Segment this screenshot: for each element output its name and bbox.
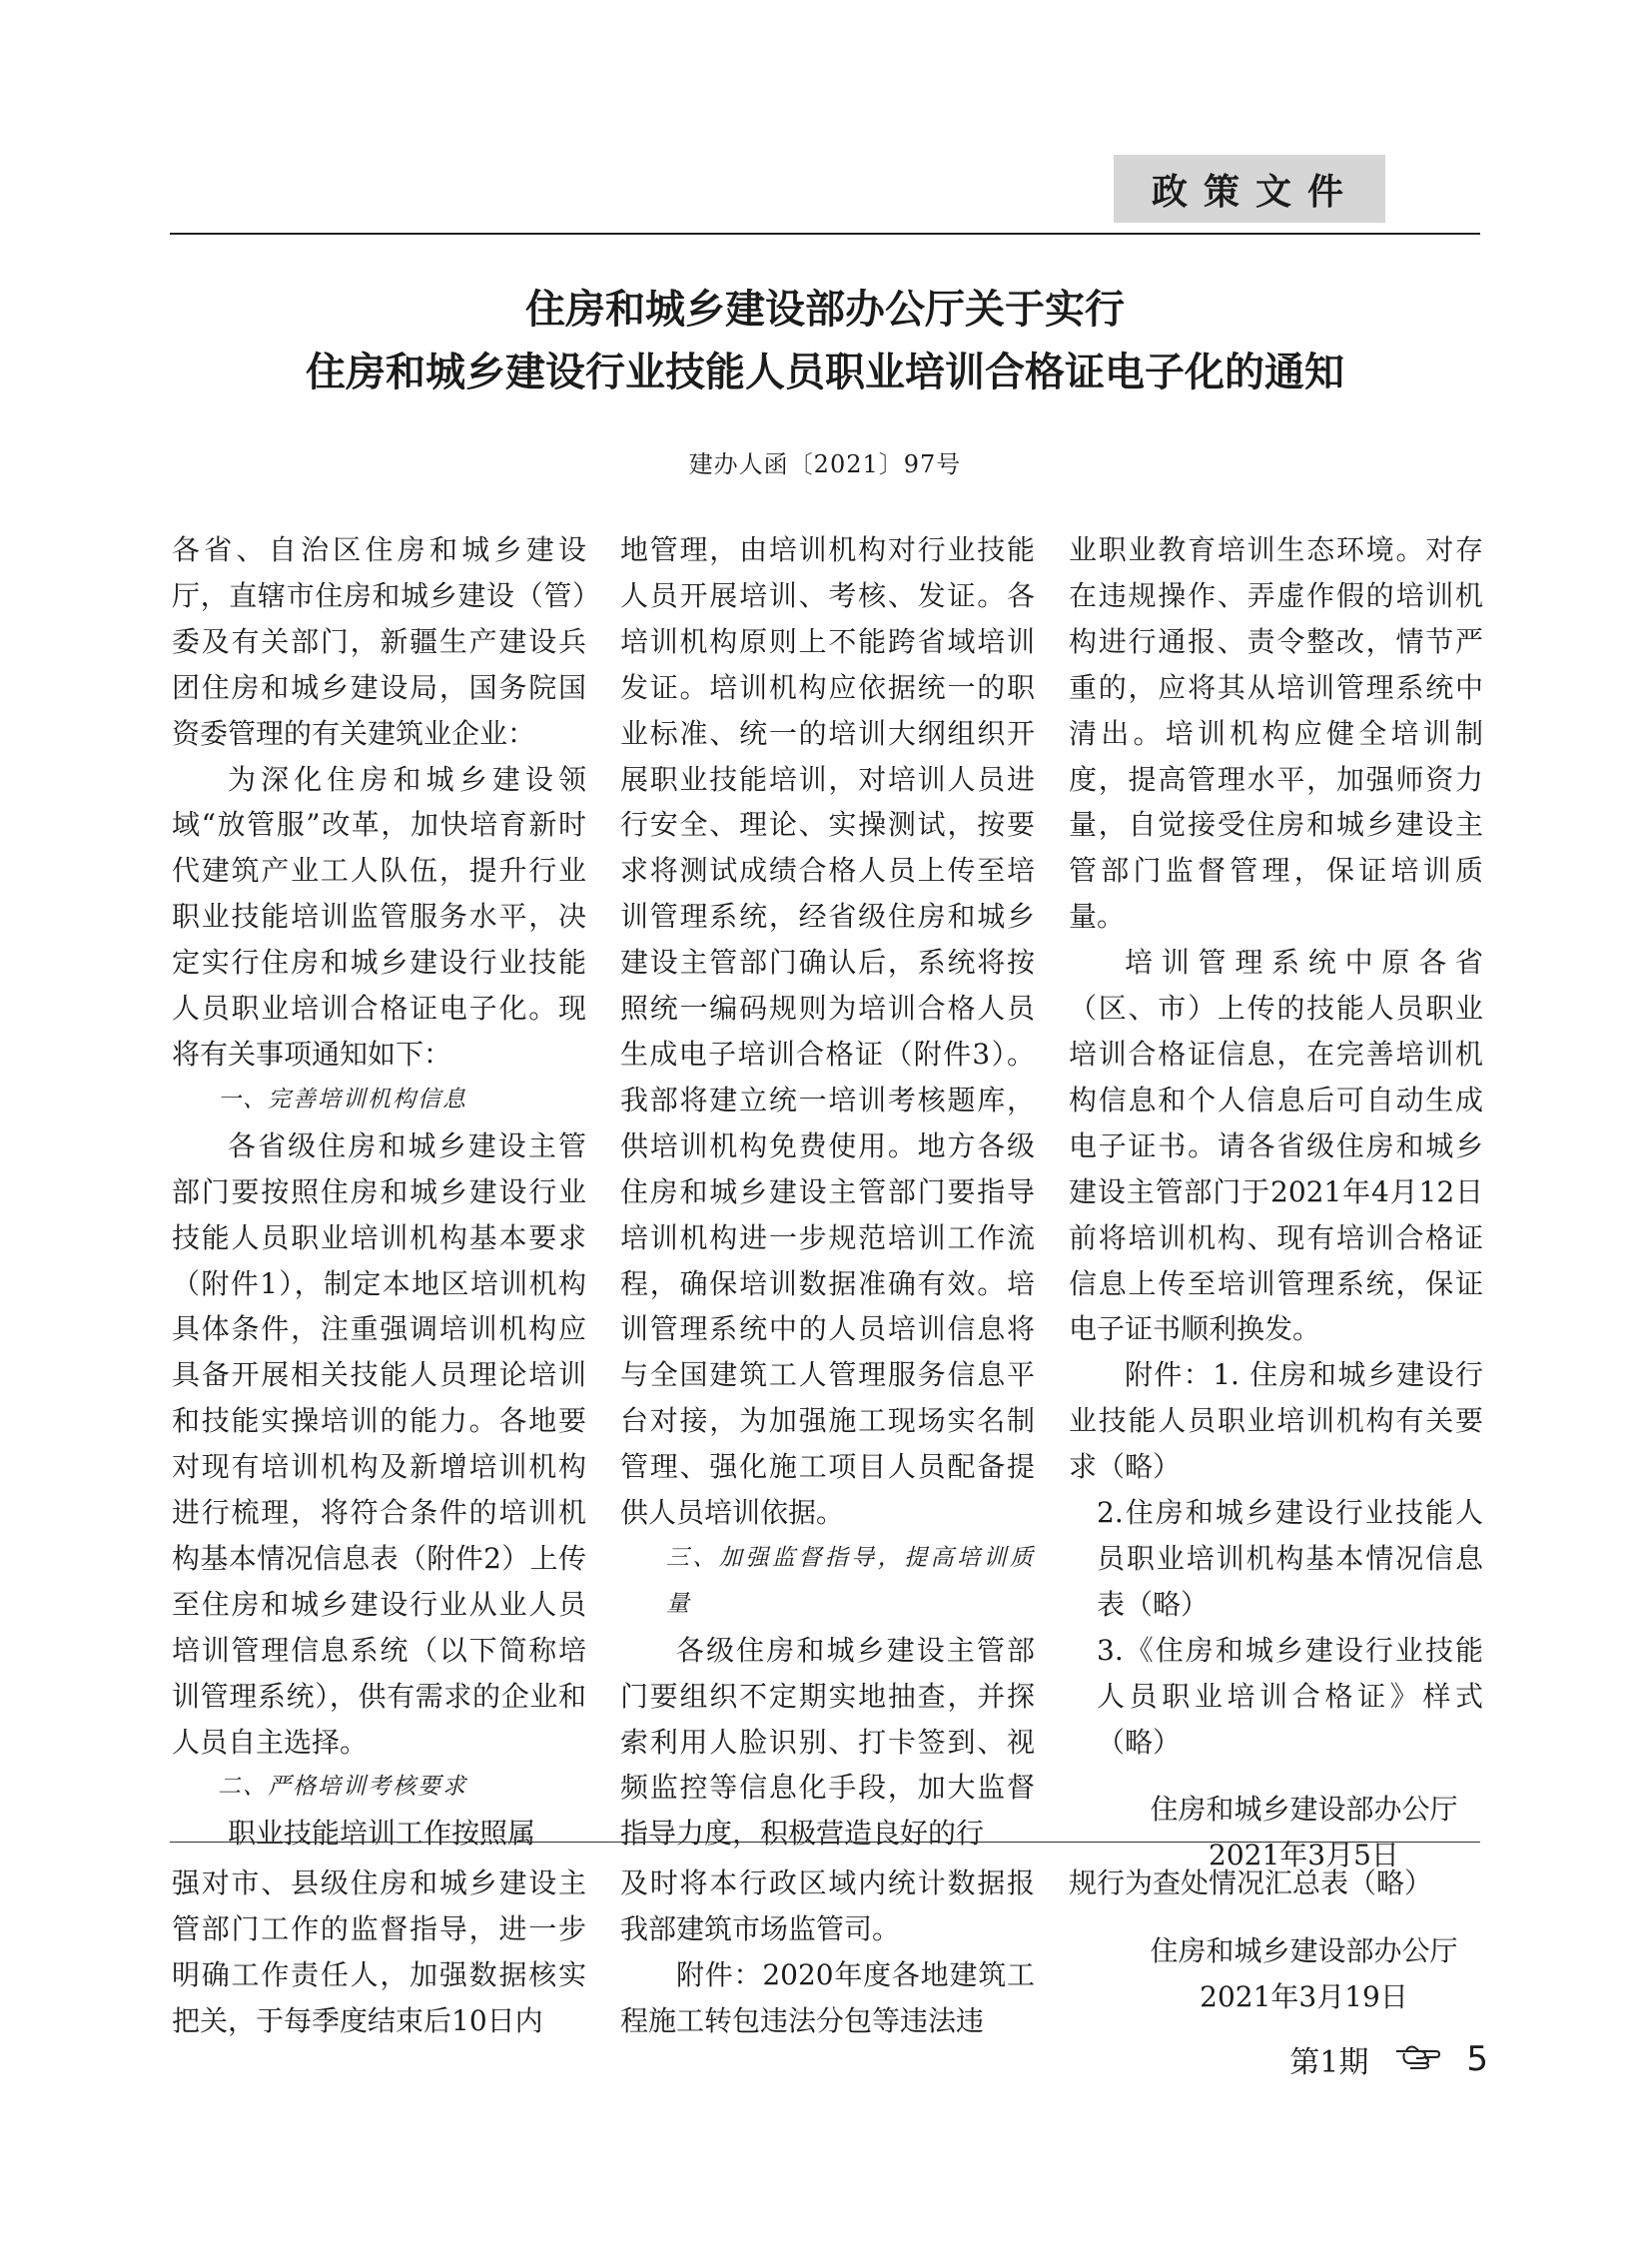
attachment-2: 2.住房和城乡建设行业技能人员职业培训机构基本情况信息表（略） — [1097, 1496, 1483, 1621]
intro-paragraph: 为深化住房和城乡建设领域“放管服”改革，加快培育新时代建筑产业工人队伍，提升行业职业技能培训监管服务水平，决定实行住房和城乡建设行业技能人员职业培训合格证电子化。现将有关事项通知如下： — [172, 762, 586, 1071]
column-3 — [1069, 527, 1483, 1878]
prev-attachment: 附件：2020年度各地建筑工程施工转包违法分包等违法违 — [620, 1957, 1035, 2037]
paragraph-3-start: 各级住房和城乡建设主管部门要组织不定期实地抽查，并探索利用人脸识别、打卡签到、视频监控等信息化手段，加大监督指导力度，积极营造良好的行 — [620, 1633, 1035, 1851]
prev-paragraph: 强对市、县级住房和城乡建设主管部门工作的监督指导，进一步明确工作责任人，加强数据核实把关，于每季度结束后10日内 — [172, 1867, 586, 2037]
prev-column-3 — [1069, 1861, 1483, 2020]
column-1 — [172, 527, 586, 1857]
attachment-1: 附件：1. 住房和城乡建设行业技能人员职业培训机构有关要求（略） — [1069, 1358, 1483, 1484]
section-heading-2: 二、严格培训考核要求 — [218, 1774, 467, 1801]
prev-paragraph-cont: 及时将本行政区域内统计数据报我部建筑市场监管司。 — [620, 1867, 1035, 1945]
hand-pointer-icon — [1394, 2041, 1440, 2077]
title-line-2: 住房和城乡建设行业技能人员职业培训合格证电子化的通知 — [306, 349, 1344, 395]
paragraph-1: 各省级住房和城乡建设主管部门要按照住房和城乡建设行业技能人员职业培训机构基本要求（附件1），制定本地区培训机构具体条件，注重强调培训机构应具备开展相关技能人员理论培训和技能实操培训的能力。各地要对现有培训机构及新增培训机构进行梳理，将符合条件的培训机构基本情况信息表（附件2）上传至住房和城乡建设行业从业人员培训管理信息系统（以下简称培训管理系统），供有需求的企业和人员自主选择。 — [172, 1128, 586, 1759]
signature-date: 2021年3月5日 — [1209, 1839, 1399, 1872]
prev-column-2 — [620, 1861, 1035, 2044]
paragraph-2-start: 职业技能培训工作按照属 — [228, 1817, 536, 1851]
prev-signature-org: 住房和城乡建设部办公厅 — [1150, 1933, 1458, 1967]
paragraph-4: 培训管理系统中原各省（区、市）上传的技能人员职业培训合格证信息，在完善培训机构信息和个人信息后可自动生成电子证书。请各省级住房和城乡建设主管部门于2021年4月12日前将培训机构、现有培训合格证信息上传至培训管理系统，保证电子证书顺利换发。 — [1069, 946, 1483, 1346]
section-heading-3: 三、加强监督指导，提高培训质量 — [666, 1544, 1035, 1617]
prev-attachment-cont: 规行为查处情况汇总表（略） — [1069, 1867, 1433, 1899]
salutation: 各省、自治区住房和城乡建设厅，直辖市住房和城乡建设（管）委及有关部门，新疆生产建设兵团住房和城乡建设局，国务院国资委管理的有关建筑业企业： — [172, 533, 586, 750]
prev-signature-date: 2021年3月19日 — [1200, 1979, 1408, 2013]
issue-label: 第1期 — [1289, 2045, 1369, 2080]
prev-column-1 — [172, 1861, 586, 2044]
page-number: 5 — [1466, 2039, 1488, 2079]
attachment-3: 3.《住房和城乡建设行业技能人员职业培训合格证》样式（略） — [1097, 1633, 1483, 1759]
paragraph-3-cont: 业职业教育培训生态环境。对存在违规操作、弄虚作假的培训机构进行通报、责令整改，情节严重的，应将其从培训管理系统中清出。培训机构应健全培训制度，提高管理水平，加强师资力量，自觉接受住房和城乡建设主管部门监督管理，保证培训质量。 — [1069, 533, 1483, 934]
page-footer — [1169, 2034, 1488, 2084]
spacer — [1069, 1906, 1483, 1928]
separator-rule — [170, 1842, 1480, 1843]
title-line-1: 住房和城乡建设部办公厅关于实行 — [525, 286, 1125, 333]
section-heading-1: 一、完善培训机构信息 — [218, 1086, 467, 1113]
signature-org: 住房和城乡建设部办公厅 — [1150, 1793, 1458, 1827]
spacer — [1069, 1765, 1483, 1787]
paragraph-2-cont: 地管理，由培训机构对行业技能人员开展培训、考核、发证。各培训机构原则上不能跨省域培训发证。培训机构应依据统一的职业标准、统一的培训大纲组织开展职业技能培训，对培训人员进行安全、理论、实操测试，按要求将测试成绩合格人员上传至培训管理系统，经省级住房和城乡建设主管部门确认后，系统将按照统一编码规则为培训合格人员生成电子培训合格证（附件3）。我部将建立统一培训考核题库，供培训机构免费使用。地方各级住房和城乡建设主管部门要指导培训机构进一步规范培训工作流程，确保培训数据准确有效。培训管理系统中的人员培训信息将与全国建筑工人管理服务信息平台对接，为加强施工现场实名制管理、强化施工项目人员配备提供人员培训依据。 — [620, 533, 1035, 1530]
header-rule — [170, 233, 1480, 235]
doc-number: 建办人函〔2021〕97号 — [688, 450, 962, 478]
section-tag: 政策文件 — [1114, 155, 1385, 223]
column-2 — [620, 527, 1035, 1857]
